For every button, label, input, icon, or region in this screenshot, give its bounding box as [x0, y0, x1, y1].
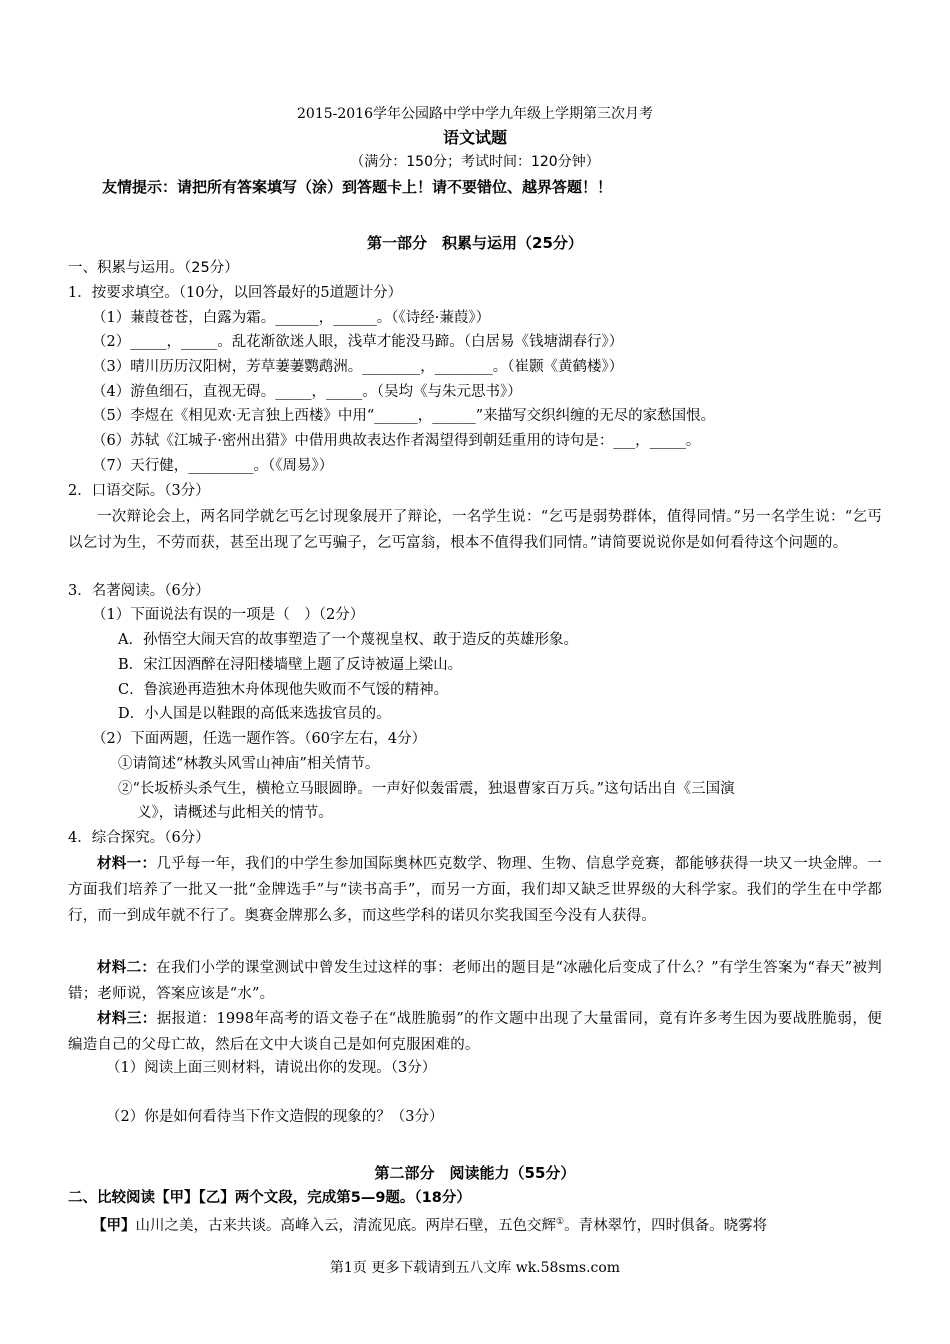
q3-sub1: （1）下面说法有误的一项是（ ）（2分） [92, 607, 365, 623]
material-3-label: 材料三： [97, 1011, 157, 1027]
q4-sub2: （2）你是如何看待当下作文造假的现象的？（3分） [106, 1109, 444, 1125]
q2-title: 2．口语交际。（3分） [68, 483, 210, 499]
material-1-text: 几乎每一年，我们的中学生参加国际奥林匹克数学、物理、生物、信息学竞赛，都能够获得一块又一块金牌。一方面我们培养了一批又一批“金牌选手”与“读书高手”，而另一方面，我们却又缺乏世界级的大科学家。我们的学生在中学都行，而一到成年就不行了。奥赛金牌那么多，而这些学科的诺贝尔奖我国至今没有人获得。 [68, 856, 882, 924]
score-time: （满分：150分；考试时间：120分钟） [350, 154, 600, 170]
footnote-marker: ① [556, 1217, 565, 1227]
q1-item-6: （6）苏轼《江城子·密州出猎》中借用典故表达作者渴望得到朝廷重用的诗句是：___，_____。 [92, 433, 701, 449]
q2-text: 一次辩论会上，两名同学就乞丐乞讨现象展开了辩论，一名学生说：“乞丐是弱势群体，值得同情。”另一名学生说：“乞丐以乞讨为生，不劳而获，甚至出现了乞丐骗子，乞丐富翁，根本不值得我们同情。”请简要说说你是如何看待这个问题的。 [68, 509, 882, 551]
q3-title: 3．名著阅读。（6分） [68, 583, 210, 599]
q4-material-1 [68, 851, 882, 929]
section2-heading: 二、比较阅读【甲】【乙】两个文段，完成第5—9题。（18分） [68, 1190, 471, 1206]
part2-title: 第二部分 阅读能力（55分） [374, 1164, 576, 1182]
part1-title: 第一部分 积累与运用（25分） [367, 234, 583, 252]
q3-choice-2b: 义》，请概述与此相关的情节。 [137, 805, 333, 821]
q3-option-a: A．孙悟空大闹天宫的故事塑造了一个蔑视皇权、敢于造反的英雄形象。 [118, 632, 578, 648]
q3-option-c: C．鲁滨逊再造独木舟体现他失败而不气馁的精神。 [118, 682, 449, 698]
q3-choice-2a: ②“长坂桥头杀气生，横枪立马眼圆睁。一声好似轰雷震，独退曹家百万兵。”这句话出自《三国演 [118, 781, 735, 797]
q1-item-3: （3）晴川历历汉阳树，芳草萋萋鹦鹉洲。________，________。（崔颢《黄鹤楼》） [92, 359, 624, 375]
q1-item-5: （5）李煜在《相见欢·无言独上西楼》中用“______，______”来描写交织纠缠的无尽的家愁国恨。 [92, 408, 716, 424]
material-1-label: 材料一： [97, 856, 157, 872]
exam-title-line: 2015-2016学年公园路中学中学九年级上学期第三次月考 [297, 106, 653, 122]
friendly-tip: 友情提示：请把所有答案填写（涂）到答题卡上！请不要错位、越界答题！！ [102, 178, 613, 196]
q1-title: 1．按要求填空。（10分，以回答最好的5道题计分） [68, 285, 403, 301]
material-2-text: 在我们小学的课堂测试中曾发生过这样的事：老师出的题目是“冰融化后变成了什么？”有学生答案为“春天”被判错；老师说，答案应该是“水”。 [68, 960, 882, 1002]
material-2-label: 材料二： [97, 960, 157, 976]
q4-material-2 [68, 955, 882, 1007]
section1-heading: 一、积累与运用。（25分） [68, 260, 239, 276]
q4-title: 4．综合探究。（6分） [68, 830, 210, 846]
q3-sub2: （2）下面两题，任选一题作答。（60字左右，4分） [92, 731, 427, 747]
subject-title: 语文试题 [442, 128, 507, 147]
q4-sub1: （1）阅读上面三则材料，请说出你的发现。（3分） [106, 1060, 437, 1076]
q1-item-1: （1）蒹葭苍苍，白露为霜。______，______。（《诗经·蒹葭》） [92, 310, 491, 326]
q1-item-2: （2）_____，_____。乱花渐欲迷人眼，浅草才能没马蹄。（白居易《钱塘湖春行》） [92, 334, 624, 350]
passage-jia-text-2: 。青林翠竹，四时俱备。晓雾将 [564, 1217, 768, 1234]
passage-jia [92, 1212, 767, 1236]
passage-jia-label: 【甲】 [92, 1217, 136, 1234]
q1-item-4: （4）游鱼细石，直视无碍。_____，_____。（吴均《与朱元思书》） [92, 384, 522, 400]
page-footer: 第1页 更多下载请到五八文库 wk.58sms.com [329, 1260, 621, 1276]
q3-option-d: D．小人国是以鞋跟的高低来选拔官员的。 [118, 706, 391, 722]
q3-option-b: B．宋江因酒醉在浔阳楼墙壁上题了反诗被逼上梁山。 [118, 657, 463, 673]
q4-material-3 [68, 1006, 882, 1058]
passage-jia-text: 山川之美，古来共谈。高峰入云，清流见底。两岸石壁，五色交辉 [135, 1217, 556, 1234]
q1-item-7: （7）天行健，_________。（《周易》） [92, 458, 334, 474]
material-3-text: 据报道：1998年高考的语文卷子在“战胜脆弱”的作文题中出现了大量雷同，竟有许多考生因为要战胜脆弱，便编造自己的父母亡故，然后在文中大谈自己是如何克服困难的。 [68, 1011, 882, 1053]
q3-choice-1: ①请简述“林教头风雪山神庙”相关情节。 [118, 756, 380, 772]
